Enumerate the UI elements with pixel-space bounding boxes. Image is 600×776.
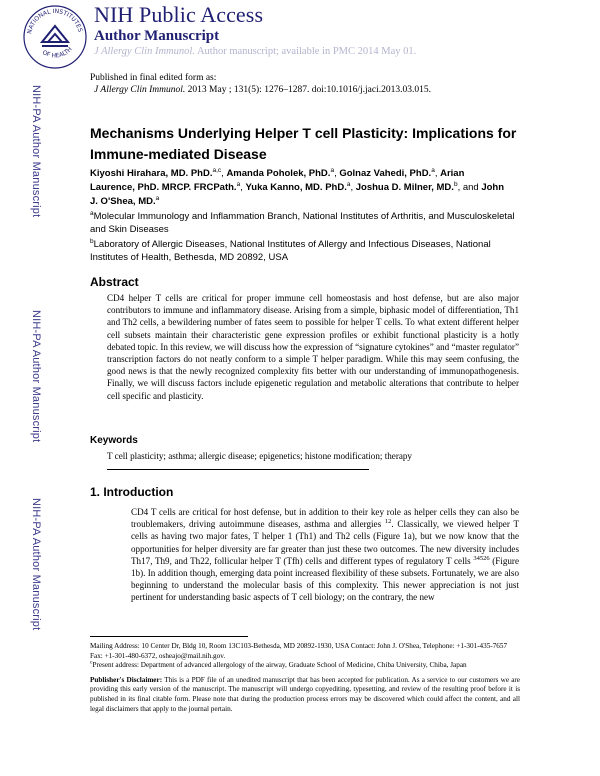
published-label: Published in final edited form as:: [90, 73, 217, 83]
side-label-bottom: NIH-PA Author Manuscript: [30, 498, 42, 631]
citation: [94, 85, 431, 95]
citation-details: 2013 May ; 131(5): 1276–1287. doi:10.1016/j.jaci.2013.03.015.: [187, 85, 431, 95]
svg-text:NATIONAL INSTITUTES: NATIONAL INSTITUTES: [26, 7, 84, 35]
affiliation-b: $^b$Laboratory of Allergic Diseases, National Institutes of Allergy and Infectious Diseases, National Institutes of Health, Bethesda, MD 20892, USA: [90, 237, 491, 263]
keywords-heading: Keywords: [90, 435, 138, 446]
introduction-paragraph: CD4 T cells are critical for host defense, but in addition to their key role as helper cells they can also be troublemakers, driving autoimmune diseases, asthma and allergies $^{12}$. Classically, we viewed helper T cells as having two major fates, T helper 1 (Th1) and Th2 cells (Figure 1a), but we now know that the opportunities for helper diversity are far greater than just these two outcomes. The new diversity includes Th17, Th9, and Th22, follicular helper T (Tfh) cells and different types of regulatory T cells $^{34526}$ (Figure 1b). In addition though, emerging data point increased flexibility of these subsets. Fortunately, we are also beginning to understand the molecular basis of this complexity. This newer appreciation is not just pertinent for understanding basic aspects of T cell biology; on the contrary, the new: [131, 507, 520, 603]
disclaimer-label: Publisher's Disclaimer:: [90, 675, 163, 684]
author-separator: ,: [221, 168, 227, 179]
author-name: Kiyoshi Hirahara, MD. PhD.: [90, 168, 213, 179]
author-affiliation-marker: a: [236, 180, 241, 188]
article-title: Mechanisms Underlying Helper T cell Plasticity: Implications for Immune-mediated Disease: [90, 125, 517, 162]
availability-text: Author manuscript; available in PMC 2014 May 01.: [196, 46, 417, 57]
ref-12: 12: [384, 518, 392, 526]
author-name: Golnaz Vahedi, PhD.: [339, 168, 432, 179]
author-separator: , and: [457, 182, 482, 193]
author-separator: ,: [334, 168, 340, 179]
citation-journal: J Allergy Clin Immunol.: [94, 85, 186, 95]
mailing-address: Mailing Address: 10 Center Dr, Bldg 10, Room 13C103-Bethesda, MD 20892-1930, USA Contact: John J. O'Shea, Telephone: +1-301-435-7657 Fax: +1-301-480-6372, osheajo@mail.nih.gov.: [90, 642, 508, 660]
keywords-text: T cell plasticity; asthma; allergic disease; epigenetics; histone modification; therapy: [107, 451, 412, 461]
author-affiliation-marker: a: [330, 166, 335, 174]
abstract-heading: Abstract: [90, 275, 139, 289]
side-label-middle: NIH-PA Author Manuscript: [30, 310, 42, 443]
publisher-disclaimer: Publisher's Disclaimer: This is a PDF file of an unedited manuscript that has been accepted for publication. As a service to our customers we are providing this early version of the manuscript. The manuscript will undergo copyediting, typesetting, and review of the resulting proof before it is published in its final citable form. Please note that during the production process errors may be discovered which could affect the content, and all legal disclaimers that apply to the journal pertain.: [90, 675, 521, 713]
side-label-top: NIH-PA Author Manuscript: [30, 85, 42, 218]
author-name: John J. O'Shea, MD.: [90, 182, 505, 207]
nih-seal-logo: [22, 4, 88, 70]
author-affiliation-marker: a,c: [212, 166, 222, 174]
author-separator: ,: [434, 168, 441, 179]
author-name: Yuka Kanno, MD. PhD.: [245, 182, 347, 193]
author-name: Joshua D. Milner, MD.: [355, 182, 454, 193]
present-address: $^c$Present address: Department of advanced allergology of the airway, Graduate School of Medicine, Chiba University, Chiba, Japan: [90, 659, 467, 670]
keywords-divider: [107, 469, 369, 470]
journal-abbrev: J Allergy Clin Immunol.: [94, 46, 195, 57]
footnotes: [90, 642, 520, 714]
author-affiliation-marker: a: [155, 194, 160, 202]
svg-text:OF HEALTH: OF HEALTH: [41, 45, 74, 60]
author-affiliation-marker: b: [453, 180, 458, 188]
footnote-divider: [90, 636, 248, 637]
journal-availability: [94, 46, 416, 57]
affiliation-a: $^a$Molecular Immunology and Inflammation Branch, National Institutes of Arthritis, and Musculoskeletal and Skin Diseases: [90, 209, 515, 235]
author-name: Arian Laurence, PhD. MRCP. FRCPath.: [90, 168, 465, 193]
author-manuscript-label: Author Manuscript: [94, 28, 220, 44]
author-separator: ,: [240, 182, 246, 193]
author-affiliation-marker: a: [346, 180, 351, 188]
abstract-text: CD4 helper T cells are critical for proper immune cell homeostasis and host defense, but are also major contributors to immune and inflammatory disease. Arising from a simple, biphasic model of differentiation, Th1 and Th2 cells, a bewildering number of fates seem to possible for helper T cells. To what extent different helper cell subsets maintain their characteristic gene expression profiles or exhibit functional plasticity is a hotly debated topic. In this review, we will discuss how the expression of “signature cytokines” and “master regulator” transcription factors do not neatly conform to a simple T helper paradigm. While this may seem confusing, the good news is that the newly recognized complexity fits better with our understanding of immunopathogenesis. Finally, we will discuss factors include epigenetic regulation and metabolic alterations that contribute to helper cell specific and plasticity.: [107, 293, 519, 401]
ref-34526: 34526: [473, 554, 490, 562]
author-name: Amanda Poholek, PhD.: [226, 168, 331, 179]
nih-public-access-title: NIH Public Access: [94, 2, 264, 27]
introduction-heading: 1. Introduction: [90, 485, 174, 499]
author-affiliation-marker: a: [431, 166, 435, 174]
author-list: [90, 167, 510, 209]
author-separator: ,: [350, 182, 356, 193]
